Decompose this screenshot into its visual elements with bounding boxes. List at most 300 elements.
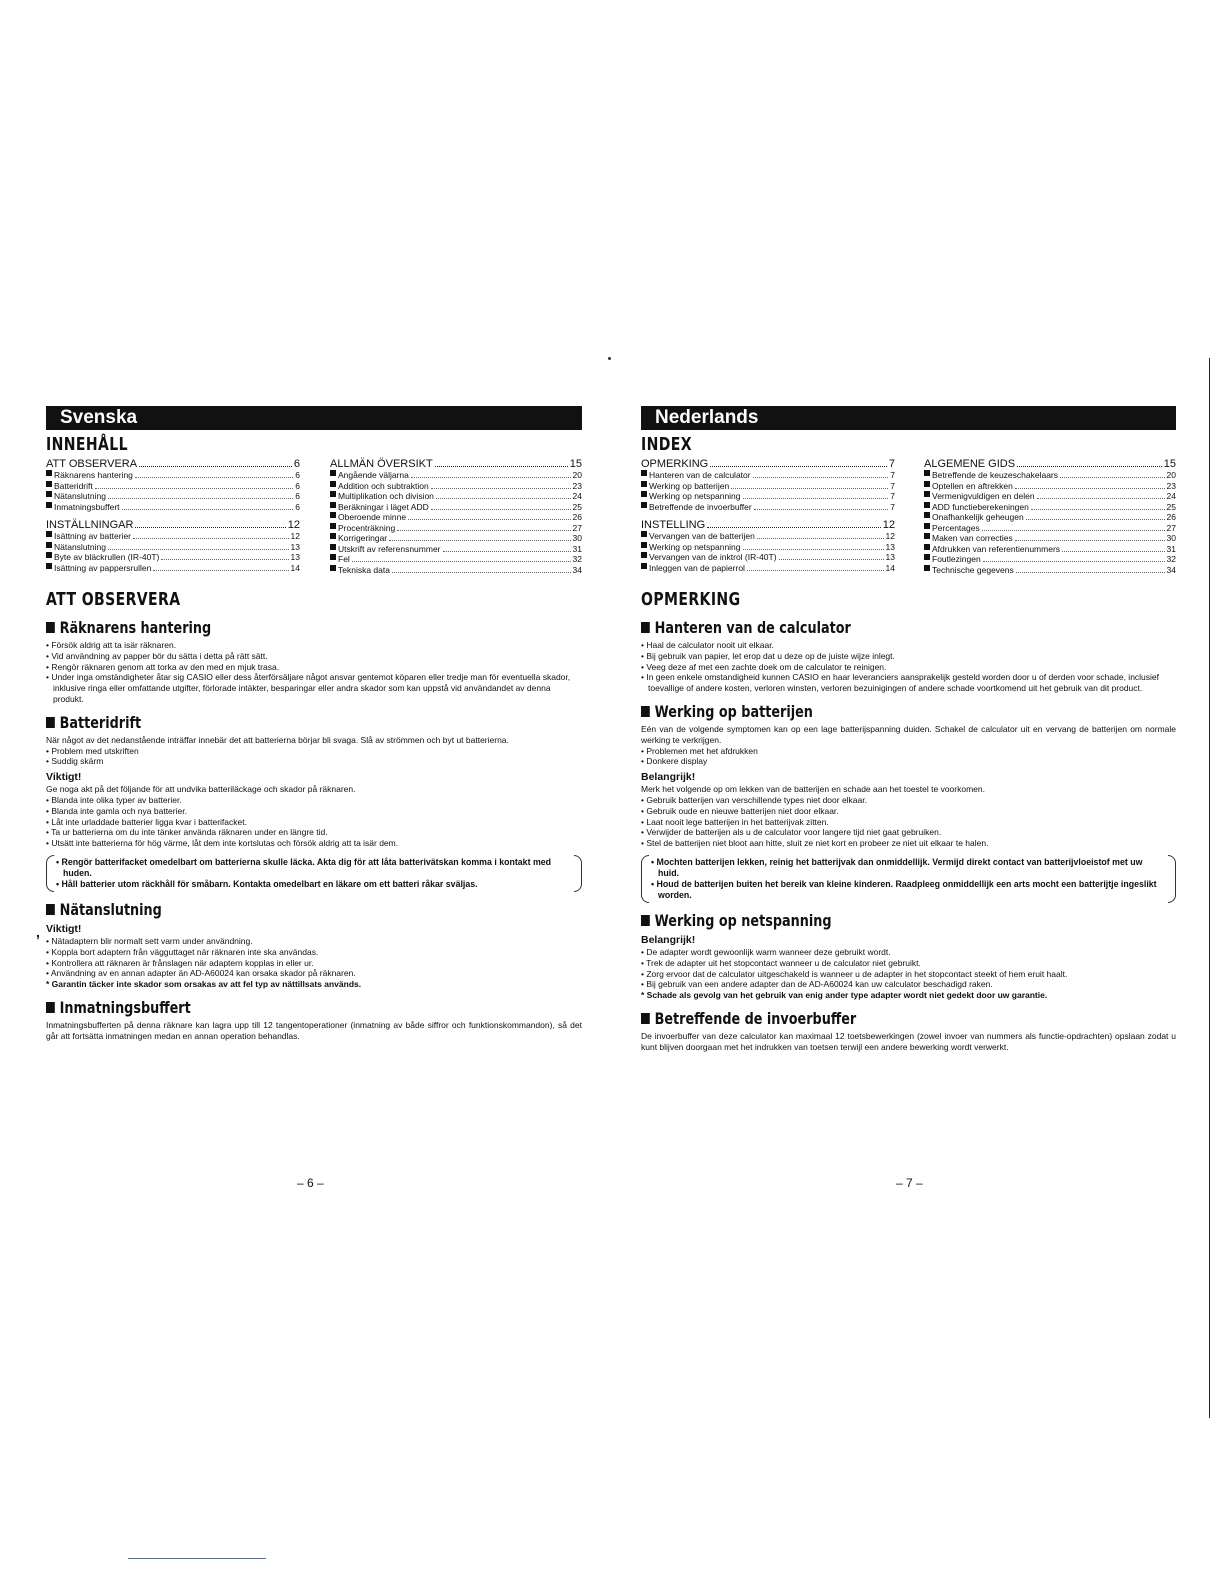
dot-leader: [139, 458, 292, 467]
dot-leader: [982, 523, 1165, 531]
toc-label: Vervangen van de inktrol (IR-40T): [649, 552, 777, 562]
toc-page-number: 30: [572, 533, 582, 543]
square-bullet-icon: [641, 552, 647, 558]
square-bullet-icon: [641, 481, 647, 487]
toc-entry: [46, 491, 300, 502]
square-bullet-icon: [46, 622, 55, 633]
toc-page-number: 6: [295, 501, 300, 512]
toc-entry: [330, 502, 582, 513]
dot-leader: [1031, 502, 1165, 510]
paragraph: Merk het volgende op om lekken van de batterijen en schade aan het toestel te voorkomen.: [641, 784, 985, 795]
toc-entry: [924, 481, 1176, 492]
toc-label: ATT OBSERVERA: [46, 458, 138, 470]
square-bullet-icon: [924, 544, 930, 550]
dot-leader: [408, 512, 570, 520]
toc-entry: [924, 502, 1176, 513]
subsection-title: Batteridrift: [46, 713, 475, 732]
toc-label: Vermenigvuldigen en delen: [932, 491, 1035, 501]
square-bullet-icon: [641, 470, 647, 476]
square-bullet-icon: [924, 512, 930, 518]
list-item: • Låt inte urladdade batterier ligga kvar i batterifacket.: [46, 816, 247, 827]
square-bullet-icon: [46, 904, 55, 915]
dot-leader: [108, 491, 293, 499]
page-number: – 6 –: [297, 1176, 324, 1190]
dot-leader: [153, 563, 288, 571]
toc-page-number: 14: [885, 562, 895, 573]
bracket-right: [574, 855, 582, 892]
warranty-note: * Garantin täcker inte skador som orsakas av att fel typ av nättillsats används.: [46, 979, 362, 990]
page-nederlands: [641, 406, 1176, 1053]
toc-column: [330, 457, 582, 575]
square-bullet-icon: [924, 523, 930, 529]
subsection-title: Werking op batterijen: [641, 702, 1069, 721]
paragraph: Inmatningsbufferten på denna räknare kan lagra upp till 12 tangentoperationer (inmatning av både siffror och funktionskommandon), så det går att fortsätta inmatningen medan en annan operation behandlas.: [46, 1019, 582, 1041]
toc-entry: [924, 533, 1176, 544]
dot-leader: [1015, 481, 1165, 489]
dot-leader: [1062, 544, 1165, 552]
toc-section-entry: [46, 519, 300, 531]
page-svenska: [46, 406, 582, 1042]
square-bullet-icon: [924, 565, 930, 571]
toc-page-number: 13: [290, 552, 300, 562]
square-bullet-icon: [330, 512, 336, 518]
toc-entry: [330, 470, 582, 481]
toc-entry: [924, 565, 1176, 576]
toc-page-number: 27: [1166, 522, 1176, 533]
toc-label: INSTÄLLNINGAR: [46, 519, 134, 531]
toc-label: ALLMÄN ÖVERSIKT: [330, 458, 433, 470]
toc-section-entry: [641, 519, 895, 531]
square-bullet-icon: [641, 1013, 650, 1024]
dot-leader: [411, 470, 571, 478]
toc-entry: [330, 512, 582, 523]
toc-page-number: 23: [1166, 480, 1176, 491]
toc-label: Korrigeringar: [338, 533, 388, 543]
contents-title: INDEX: [641, 434, 693, 455]
square-bullet-icon: [924, 554, 930, 560]
toc-page-number: 27: [572, 522, 582, 533]
table-of-contents: [46, 457, 582, 575]
toc-entry: [641, 470, 895, 481]
toc-page-number: 12: [885, 531, 895, 541]
toc-entry: [641, 531, 895, 542]
list-item: • Rengör räknaren genom att torka av den med en mjuk trasa.: [46, 661, 280, 672]
list-item: • Försök aldrig att ta isär räknaren.: [46, 640, 177, 650]
dot-leader: [436, 491, 571, 499]
toc-entry: [924, 523, 1176, 534]
toc-column: [924, 457, 1176, 575]
square-bullet-icon: [641, 531, 647, 537]
scan-underline: [128, 1558, 266, 1559]
dot-leader: [431, 481, 571, 489]
toc-label: Maken van correcties: [932, 533, 1013, 543]
toc-entry: [46, 470, 300, 481]
square-bullet-icon: [641, 706, 650, 717]
square-bullet-icon: [46, 491, 52, 497]
toc-label: Isättning av batterier: [54, 531, 132, 541]
toc-page-number: 7: [890, 480, 895, 491]
dot-leader: [707, 519, 881, 528]
square-bullet-icon: [641, 502, 647, 508]
toc-label: Tekniska data: [338, 564, 390, 575]
toc-entry: [46, 542, 300, 553]
toc-entry: [330, 544, 582, 555]
square-bullet-icon: [641, 563, 647, 569]
dot-leader: [435, 458, 568, 467]
list-item: • Veeg deze af met een zachte doek om de calculator te reinigen.: [641, 661, 887, 672]
dot-leader: [754, 502, 889, 510]
dot-leader: [431, 502, 571, 510]
important-label: Viktigt!: [46, 922, 82, 935]
warning-list: [56, 857, 566, 890]
toc-label: Batteridrift: [54, 480, 93, 491]
toc-page-number: 12: [290, 531, 300, 541]
toc-section-entry: [46, 458, 300, 470]
list-item: • Rengör batterifacket omedelbart om batterierna skulle läcka. Akta dig för att låta batterivätskan komma i kontakt med huden.: [56, 856, 552, 878]
toc-page-number: 7: [888, 458, 895, 470]
subsection-title: Räknarens hantering: [46, 618, 475, 637]
toc-entry: [924, 470, 1176, 481]
toc-page-number: 6: [295, 491, 300, 501]
list-item: • Gebruik batterijen van verschillende types niet door elkaar.: [641, 794, 867, 805]
list-item: • Gebruik oude en nieuwe batterijen niet door elkaar.: [641, 805, 839, 816]
stray-comma: ,: [36, 924, 40, 940]
paragraph: När något av det nedanstående inträffar innebär det att batterierna börjar bli svaga. Slå av strömmen och byt ut batterierna.: [46, 734, 509, 745]
toc-page-number: 32: [572, 554, 582, 564]
paragraph: Eén van de volgende symptomen kan op een lage batterijspanning duiden. Schakel de calculator uit en vervang de batterijen om normale werking te verkrijgen.: [641, 723, 1176, 745]
warning-box: [641, 855, 1176, 903]
list-item: • Verwijder de batterijen als u de calculator voor langere tijd niet gaat gebruiken.: [641, 827, 942, 838]
toc-entry: [330, 565, 582, 576]
toc-page-number: 34: [572, 564, 582, 575]
list-item: • Problemen met het afdrukken: [641, 745, 758, 756]
dot-leader: [779, 552, 884, 560]
list-item: • Koppla bort adaptern från vägguttaget när räknaren inte ska användas.: [46, 946, 319, 957]
dot-leader: [122, 502, 294, 510]
square-bullet-icon: [924, 502, 930, 508]
toc-section-entry: [641, 458, 895, 470]
toc-label: Utskrift av referensnummer: [338, 543, 441, 554]
toc-label: Oberoende minne: [338, 512, 407, 522]
toc-entry: [924, 544, 1176, 555]
dot-leader: [135, 470, 293, 478]
dot-leader: [443, 544, 571, 552]
toc-label: Nätanslutning: [54, 491, 106, 501]
list-item: • Trek de adapter uit het stopcontact wanneer u de calculator niet gebruikt.: [641, 957, 921, 968]
dot-leader: [392, 565, 571, 573]
toc-label: Isättning av pappersrullen: [54, 562, 152, 573]
toc-entry: [46, 531, 300, 542]
toc-section-entry: [330, 458, 582, 470]
dot-leader: [389, 533, 570, 541]
toc-entry: [924, 512, 1176, 523]
toc-page-number: 13: [290, 541, 300, 552]
toc-label: Werking op netspanning: [649, 541, 741, 552]
dot-leader: [747, 563, 884, 571]
list-item: • Problem med utskriften: [46, 745, 139, 756]
toc-entry: [46, 481, 300, 492]
toc-page-number: 6: [295, 480, 300, 491]
toc-column: [641, 457, 895, 575]
toc-entry: [641, 552, 895, 563]
dot-leader: [757, 531, 884, 539]
square-bullet-icon: [330, 533, 336, 539]
square-bullet-icon: [924, 491, 930, 497]
list-item: • Blanda inte gamla och nya batterier.: [46, 805, 187, 816]
dot-leader: [135, 519, 285, 528]
paragraph: De invoerbuffer van deze calculator kan maximaal 12 toetsbewerkingen (zowel invoer van nummers als functie-opdrachten) opslaan zodat u kunt blijven doorgaan met het indrukken van toetsen terwijl een andere bewerking wordt verwerkt.: [641, 1030, 1176, 1052]
main-section-title: ATT OBSERVERA: [46, 589, 181, 610]
page-edge-line: [1209, 358, 1210, 1418]
bullet-list: [641, 795, 1176, 849]
dot-leader: [1026, 512, 1165, 520]
dot-leader: [743, 542, 884, 550]
toc-label: Beräkningar i läget ADD: [338, 501, 429, 512]
bullet-list: [46, 746, 582, 768]
toc-page-number: 7: [890, 470, 895, 480]
toc-label: Angående väljarna: [338, 470, 409, 480]
toc-gap: [641, 512, 895, 518]
toc-entry: [330, 554, 582, 565]
toc-label: Betreffende de invoerbuffer: [649, 501, 752, 512]
language-header: Svenska: [46, 406, 582, 430]
square-bullet-icon: [641, 542, 647, 548]
page-number: – 7 –: [896, 1176, 923, 1190]
list-item: • Haal de calculator nooit uit elkaar.: [641, 640, 774, 650]
toc-page-number: 20: [1166, 470, 1176, 480]
toc-page-number: 15: [569, 458, 582, 470]
list-item: • Nätadaptern blir normalt sett varm under användning.: [46, 935, 253, 946]
toc-label: ADD functieberekeningen: [932, 501, 1029, 512]
square-bullet-icon: [330, 481, 336, 487]
square-bullet-icon: [330, 554, 336, 560]
toc-label: ALGEMENE GIDS: [924, 458, 1016, 470]
list-item: • Suddig skärm: [46, 756, 104, 767]
square-bullet-icon: [46, 531, 52, 537]
list-item: • Stel de batterijen niet bloot aan hitte, sluit ze niet kort en probeer ze niet uit elkaar te halen.: [641, 838, 989, 849]
bullet-list: [46, 936, 582, 979]
list-item: • Vid användning av papper bör du sätta i detta på rätt sätt.: [46, 650, 268, 661]
square-bullet-icon: [641, 622, 650, 633]
dot-leader: [1060, 470, 1165, 478]
toc-page-number: 14: [290, 562, 300, 573]
list-item: • Mochten batterijen lekken, reinig het batterijvak dan onmiddellijk. Vermijd direkt contact van batterijvloeistof met uw huid.: [651, 856, 1143, 878]
toc-label: Optellen en aftrekken: [932, 480, 1013, 491]
square-bullet-icon: [46, 470, 52, 476]
dot-leader: [983, 554, 1165, 562]
toc-page-number: 26: [1166, 512, 1176, 522]
list-item: • Bij gebruik van papier, let erop dat u deze op de juiste wijze inlegt.: [641, 650, 895, 661]
toc-label: Onafhankelijk geheugen: [932, 512, 1024, 522]
list-item: • Användning av en annan adapter än AD-A60024 kan orsaka skador på räknaren.: [46, 968, 356, 979]
toc-entry: [924, 491, 1176, 502]
square-bullet-icon: [330, 491, 336, 497]
toc-page-number: 34: [1166, 564, 1176, 575]
toc-column: [46, 457, 300, 575]
square-bullet-icon: [641, 915, 650, 926]
list-item: • Håll batterier utom räckhåll för småbarn. Kontakta omedelbart en läkare om ett batteri råkar sväljas.: [56, 878, 478, 889]
square-bullet-icon: [46, 481, 52, 487]
toc-entry: [924, 554, 1176, 565]
important-label: Viktigt!: [46, 771, 82, 784]
bullet-list: [46, 795, 582, 849]
list-item: • Houd de batterijen buiten het bereik van kleine kinderen. Raadpleeg onmiddellijk een arts mocht een batterijtje ingeslikt worden.: [651, 878, 1157, 900]
toc-label: Inleggen van de papierrol: [649, 562, 745, 573]
bullet-list: [46, 640, 582, 705]
list-item: • Zorg ervoor dat de calculator uitgeschakeld is wanneer u de adapter in het stopcontact steekt of hem eruit haalt.: [641, 968, 1068, 979]
toc-entry: [641, 563, 895, 574]
toc-gap: [46, 512, 300, 518]
toc-label: Byte av bläckrullen (IR-40T): [54, 552, 160, 562]
toc-page-number: 13: [885, 541, 895, 552]
bracket-left: [641, 855, 649, 903]
toc-entry: [330, 481, 582, 492]
important-label: Belangrijk!: [641, 933, 696, 946]
bullet-list: [641, 947, 1176, 990]
toc-page-number: 31: [572, 543, 582, 554]
toc-label: Multiplikation och division: [338, 491, 434, 501]
square-bullet-icon: [641, 491, 647, 497]
list-item: • Utsätt inte batterierna för hög värme, låt dem inte kortslutas och försök aldrig att ta isär dem.: [46, 838, 399, 849]
toc-label: Vervangen van de batterijen: [649, 531, 755, 541]
subsection-title: Werking op netspanning: [641, 911, 1069, 930]
toc-entry: [641, 491, 895, 502]
dot-leader: [133, 531, 289, 539]
table-of-contents: [641, 457, 1176, 575]
toc-label: Fel: [338, 554, 350, 564]
dot-leader: [1015, 533, 1165, 541]
list-item: • De adapter wordt gewoonlijk warm wanneer deze gebruikt wordt.: [641, 946, 891, 957]
bracket-right: [1168, 855, 1176, 903]
subsection-title: Betreffende de invoerbuffer: [641, 1009, 1069, 1028]
toc-label: Hanteren van de calculator: [649, 470, 751, 480]
list-item: • Ta ur batterierna om du inte tänker använda räknaren under en längre tid.: [46, 827, 328, 838]
toc-page-number: 13: [885, 552, 895, 562]
main-section-title: OPMERKING: [641, 589, 741, 610]
dot-leader: [161, 552, 288, 560]
contents-title: INNEHÅLL: [46, 434, 128, 455]
scan-dot: [608, 357, 611, 360]
toc-page-number: 32: [1166, 554, 1176, 564]
bullet-list: [641, 640, 1176, 694]
dot-leader: [95, 481, 294, 489]
toc-page-number: 31: [1166, 543, 1176, 554]
subsection-title: Nätanslutning: [46, 900, 475, 919]
toc-label: INSTELLING: [641, 519, 706, 531]
square-bullet-icon: [330, 470, 336, 476]
toc-entry: [641, 502, 895, 513]
toc-label: Inmatningsbuffert: [54, 501, 120, 512]
square-bullet-icon: [46, 1002, 55, 1013]
square-bullet-icon: [46, 563, 52, 569]
toc-page-number: 30: [1166, 533, 1176, 543]
toc-page-number: 26: [572, 512, 582, 522]
toc-page-number: 7: [890, 491, 895, 501]
square-bullet-icon: [46, 717, 55, 728]
square-bullet-icon: [46, 542, 52, 548]
list-item: • Blanda inte olika typer av batterier.: [46, 794, 182, 805]
toc-label: Betreffende de keuzeschakelaars: [932, 470, 1059, 480]
bracket-left: [46, 855, 54, 892]
square-bullet-icon: [924, 533, 930, 539]
toc-page-number: 20: [572, 470, 582, 480]
toc-label: Werking op batterijen: [649, 480, 730, 491]
toc-entry: [641, 542, 895, 553]
toc-entry: [330, 491, 582, 502]
toc-label: Technische gegevens: [932, 564, 1014, 575]
toc-page-number: 7: [890, 501, 895, 512]
language-header: Nederlands: [641, 406, 1176, 430]
bullet-list: [641, 746, 1176, 768]
list-item: • Kontrollera att räknaren är frånslagen när adaptern kopplas in eller ur.: [46, 957, 314, 968]
dot-leader: [1017, 458, 1162, 467]
dot-leader: [743, 491, 889, 499]
list-item: • In geen enkele omstandigheid kunnen CASIO en haar leveranciers aansprakelijk gesteld worden door u of derden voor schade, inclusief toevallige of andere kosten, verloren winsten, verloren bezuinigingen of andere schade voortkomend uit het gebruik van dit product.: [641, 672, 1160, 694]
toc-page-number: 6: [293, 458, 300, 470]
dot-leader: [1037, 491, 1165, 499]
toc-page-number: 24: [1166, 491, 1176, 501]
toc-label: Foutlezingen: [932, 554, 981, 564]
toc-page-number: 15: [1163, 458, 1176, 470]
subsection-title: Hanteren van de calculator: [641, 618, 1069, 637]
toc-label: Afdrukken van referentienummers: [932, 543, 1061, 554]
toc-label: Nätanslutning: [54, 541, 106, 552]
toc-page-number: 12: [287, 519, 300, 531]
warning-list: [651, 857, 1160, 901]
dot-leader: [108, 542, 289, 550]
toc-label: Procenträkning: [338, 522, 396, 533]
toc-page-number: 24: [572, 491, 582, 501]
toc-label: OPMERKING: [641, 458, 709, 470]
paragraph: Ge noga akt på det följande för att undvika batteriläckage och skador på räknaren.: [46, 784, 356, 795]
square-bullet-icon: [924, 470, 930, 476]
toc-page-number: 12: [882, 519, 895, 531]
toc-page-number: 6: [295, 470, 300, 480]
list-item: • Under inga omständigheter åtar sig CASIO eller dess återförsäljare något ansvar gentemot köparen eller tredje man för eventuella skador, inklusive ringa eller omfattande utgifter, förlorade intäkter, besparingar eller andra skador som kan uppstå vid användandet av denna produkt.: [46, 672, 571, 704]
dot-leader: [731, 481, 888, 489]
list-item: • Laat nooit lege batterijen in het batterijvak zitten.: [641, 816, 829, 827]
dot-leader: [397, 523, 570, 531]
list-item: • Bij gebruik van een andere adapter dan de AD-A60024 kan uw calculator beschadigd raken.: [641, 979, 993, 990]
dot-leader: [710, 458, 887, 467]
square-bullet-icon: [330, 502, 336, 508]
toc-entry: [46, 563, 300, 574]
warranty-note: * Schade als gevolg van het gebruik van enig ander type adapter wordt niet gedekt door uw garantie.: [641, 990, 1048, 1001]
toc-entry: [330, 533, 582, 544]
toc-label: Werking op netspanning: [649, 491, 741, 501]
toc-entry: [46, 502, 300, 513]
dot-leader: [1016, 565, 1165, 573]
square-bullet-icon: [46, 552, 52, 558]
toc-page-number: 25: [1166, 501, 1176, 512]
dot-leader: [753, 470, 889, 478]
dot-leader: [352, 554, 571, 562]
toc-entry: [641, 481, 895, 492]
toc-label: Addition och subtraktion: [338, 480, 429, 491]
square-bullet-icon: [330, 544, 336, 550]
toc-page-number: 25: [572, 501, 582, 512]
square-bullet-icon: [330, 523, 336, 529]
toc-label: Räknarens hantering: [54, 470, 133, 480]
square-bullet-icon: [46, 502, 52, 508]
important-label: Belangrijk!: [641, 771, 696, 784]
square-bullet-icon: [330, 565, 336, 571]
warning-box: [46, 855, 582, 892]
toc-page-number: 23: [572, 480, 582, 491]
toc-section-entry: [924, 458, 1176, 470]
toc-entry: [46, 552, 300, 563]
list-item: • Donkere display: [641, 756, 708, 767]
